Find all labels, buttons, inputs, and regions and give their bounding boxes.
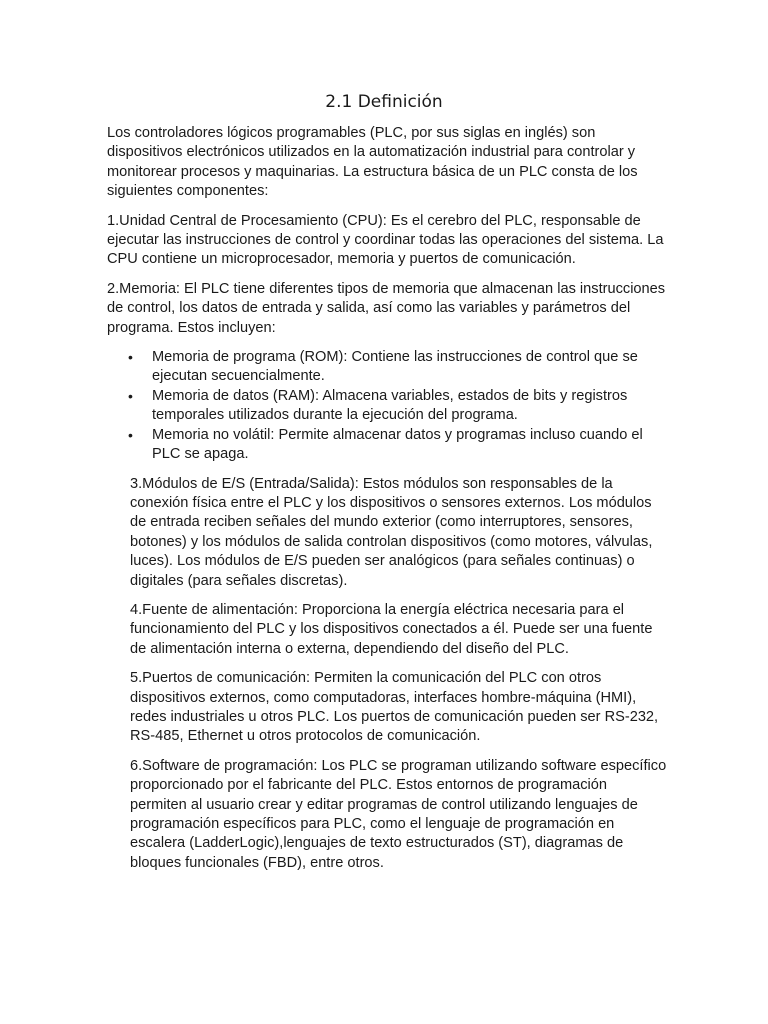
io-modules-paragraph: 3.Módulos de E/S (Entrada/Salida): Estos módulos son responsables de la conexión física entre el PLC y los dispositivos o sensores externos. Los módulos de entrada reciben señales del mundo exterior (como interruptores, sensores, botones) y los módulos de salida controlan dispositivos (como motores, válvulas, luces). Los módulos de E/S pueden ser analógicos (para señales continuas) o digitales (para señales discretas).: [130, 475, 653, 589]
comm-ports-paragraph: 5.Puertos de comunicación: Permiten la comunicación del PLC con otros dispositivos externos, como computadoras, interfaces hombre-máquina (HMI), redes industriales u otros PLC. Los puertos de comunicación pueden ser RS-232, RS-485, Ethernet u otros protocolos de comunicación.: [130, 670, 659, 745]
document-body: [107, 124, 667, 883]
list-item: [107, 426, 667, 465]
cpu-paragraph: 1.Unidad Central de Procesamiento (CPU): Es el cerebro del PLC, responsable de ejecutar las instrucciones de control y coordinar todas las operaciones del sistema. La CPU contiene un microprocesador, memoria y puertos de comunicación.: [107, 212, 664, 268]
intro-paragraph: Los controladores lógicos programables (PLC, por sus siglas en inglés) son dispositivos electrónicos utilizados en la automatización industrial para controlar y monitorear procesos y maquinarias. La estructura básica de un PLC consta de los siguientes componentes:: [107, 125, 638, 200]
list-item-text: Memoria de programa (ROM): Contiene las instrucciones de control que se ejecutan secuencialmente.: [152, 349, 638, 385]
list-item-text: Memoria de datos (RAM): Almacena variables, estados de bits y registros temporales utilizados durante la ejecución del programa.: [152, 387, 628, 424]
section-title: 2.1 Definición: [325, 92, 443, 112]
memory-paragraph: 2.Memoria: El PLC tiene diferentes tipos de memoria que almacenan las instrucciones de control, los datos de entrada y salida, así como las variables y parámetros del programa. Estos incluyen:: [107, 280, 666, 336]
software-paragraph: 6.Software de programación: Los PLC se programan utilizando software específico proporcionado por el fabricante del PLC. Estos entornos de programación permiten al usuario crear y editar programas de control utilizando lenguajes de programación específicos para PLC, como el lenguaje de programación en escalera (LadderLogic),lenguajes de texto estructurados (ST), diagramas de bloques funcionales (FBD), entre otros.: [130, 757, 667, 871]
list-item: [107, 348, 667, 387]
list-item: [107, 387, 667, 426]
power-supply-paragraph: 4.Fuente de alimentación: Proporciona la energía eléctrica necesaria para el funcionamiento del PLC y los dispositivos conectados a él. Puede ser una fuente de alimentación interna o externa, dependiendo del diseño del PLC.: [130, 601, 653, 657]
bullet-icon: •: [128, 387, 133, 404]
list-item-text: Memoria no volátil: Permite almacenar datos y programas incluso cuando el PLC se apaga.: [152, 426, 643, 463]
memory-types-list: [107, 348, 667, 464]
bullet-icon: •: [128, 349, 133, 366]
components-section: [107, 475, 667, 874]
bullet-icon: •: [128, 426, 133, 443]
